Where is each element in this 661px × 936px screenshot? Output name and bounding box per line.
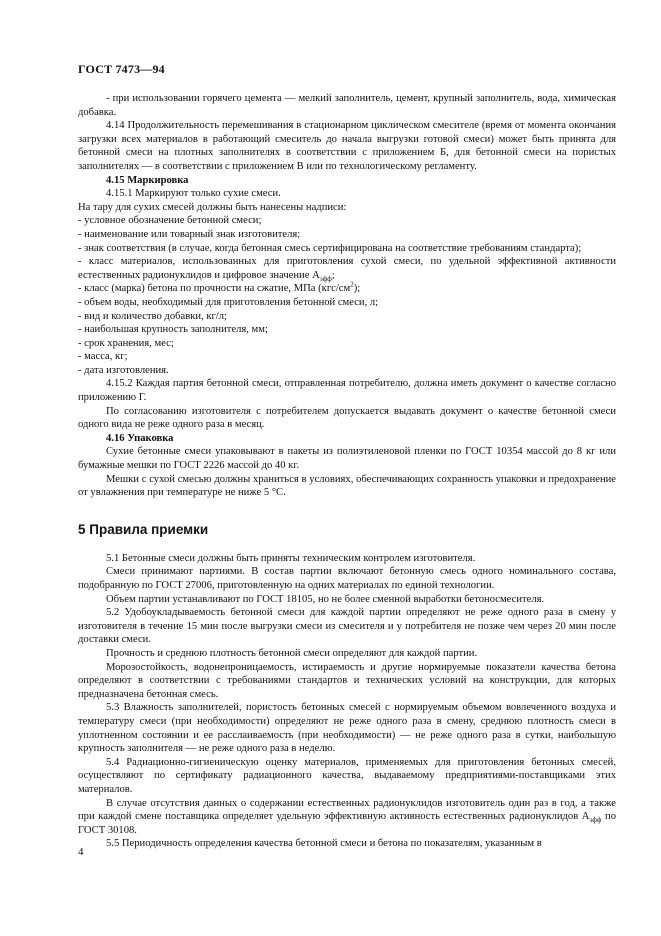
paragraph: Сухие бетонные смеси упаковывают в пакеты из полиэтиленовой пленки по ГОСТ 10354 массой до 8 кг или бумажные мешки по ГОСТ 2226 массой до 40 кг. [78,446,616,472]
list-item: - условное обозначение бетонной смеси; [78,215,262,227]
paragraph-text: В случае отсутствия данных о содержании естественных радионуклидов изготовитель один раз в год, а также при каждой смене поставщика определяет удельную эффективную активность естественных радионуклидов А [78,797,616,823]
subsection-heading-packaging: 4.16 Упаковка [106,432,174,444]
list-item: - знак соответствия (в случае, когда бетонная смесь сертифицирована на соответствие требованиям стандарта); [78,242,582,254]
paragraph: 5.4 Радиационно-гигиеническую оценку материалов, применяемых для приготовления бетонных смесей, осуществляют по сертификату радиационного качества, выдаваемому предприятиями-поставщиками этих материалов. [78,756,616,795]
paragraph: Морозостойкость, водонепроницаемость, истираемость и другие нормируемые показатели качества бетона определяют в соответствии с требованиями стандартов и технических условий на конструкции, для которых предназначена бетонная смесь. [78,661,616,700]
paragraph: 5.2 Удобоукладываемость бетонной смеси для каждой партии определяют не реже одного раза в смену у изготовителя в течение 15 мин после выгрузки смеси из смесителя и у потребителя не позже чем через 20 мин после доставки смеси. [78,607,616,646]
list-item: - масса, кг; [78,351,128,363]
subscript: эфф [589,816,602,825]
list-item: - объем воды, необходимый для приготовления бетонной смеси, л; [78,296,379,308]
list-item: - вид и количество добавки, кг/л; [78,310,227,322]
superscript: 2 [350,280,354,289]
paragraph: 4.15.1 Маркируют только сухие смеси. [106,188,281,200]
paragraph: 5.5 Периодичность определения качества бетонной смеси и бетона по показателям, указанным в [106,838,542,850]
paragraph: - при использовании горячего цемента — мелкий заполнитель, цемент, крупный заполнитель, вода, химическая добавка. [78,93,616,118]
paragraph: По согласованию изготовителя с потребителем допускается выдавать документ о качестве бетонной смеси одного вида не реже одного раза в месяц. [78,405,616,431]
paragraph: Прочность и среднюю плотность бетонной смеси определяют для каждой партии. [106,647,478,659]
subsection-heading-marking: 4.15 Маркировка [106,174,189,186]
list-item-end: ); [353,283,361,295]
list-item-text: - класс материалов, использованных для приготовления сухой смеси, по удельной эффективной активности естественных радионуклидов и цифровое значение А [78,256,616,281]
section-heading-acceptance-rules: 5 Правила приемки [78,521,209,537]
paragraph: Объем партии устанавливают по ГОСТ 18105, но не более сменной выработки бетоносмесителя. [106,593,545,605]
paragraph-end: по ГОСТ 30108. [78,811,616,836]
paragraph: 5.3 Влажность заполнителей, пористость бетонных смесей с нормируемым объемом вовлеченного воздуха и температуру смеси (при необходимости) определяют не реже одного раза в смену, среднюю плотность смеси в уплотненном состоянии и ее расслаиваемость (при необходимости) — не реже одного раза в сутки, наибольшую крупность заполнителя — не реже одного раза в неделю. [78,702,616,755]
list-item-text: - класс (марка) бетона по прочности на сжатие, МПа (кгс/см [78,283,351,295]
list-item: - наименование или товарный знак изготовителя; [78,228,301,240]
paragraph: 4.15.2 Каждая партия бетонной смеси, отправленная потребителю, должна иметь документ о качестве согласно приложению Г. [78,378,616,404]
subscript: эфф [319,274,332,283]
standard-code-header: ГОСТ 7473—94 [78,62,165,76]
paragraph: 5.1 Бетонные смеси должны быть приняты техническим контролем изготовителя. [106,552,476,564]
paragraph [78,797,616,838]
list-item [78,282,616,296]
list-item: - наибольшая крупность заполнителя, мм; [78,324,268,336]
list-item: - дата изготовления. [78,364,169,376]
list-item-end: ; [331,269,335,281]
page-number: 4 [78,846,84,858]
paragraph: Смеси принимают партиями. В состав партии включают бетонную смесь одного номинального состава, подобранную по ГОСТ 27006, приготовленную на одних материалах по единой технологии. [78,566,616,591]
list-item [78,255,616,282]
paragraph: Мешки с сухой смесью должны храниться в условиях, обеспечивающих сохранность упаковки и предохранение от увлажнения при температуре не ниже 5 °С. [78,473,616,499]
list-item: - срок хранения, мес; [78,337,174,349]
page-body [78,92,616,851]
paragraph: 4.14 Продолжительность перемешивания в стационарном циклическом смесителе (время от момента окончания загрузки всех материалов в работающий смеситель до начала выгрузки готовой смеси) может быть принята для бетонной смеси на плотных заполнителях в соответствии с приложением Б, для бетонной смеси на пористых заполнителях — в соответствии с приложением В или по технологическому регламенту. [78,120,616,172]
paragraph: На тару для сухих смесей должны быть нанесены надписи: [78,201,347,213]
